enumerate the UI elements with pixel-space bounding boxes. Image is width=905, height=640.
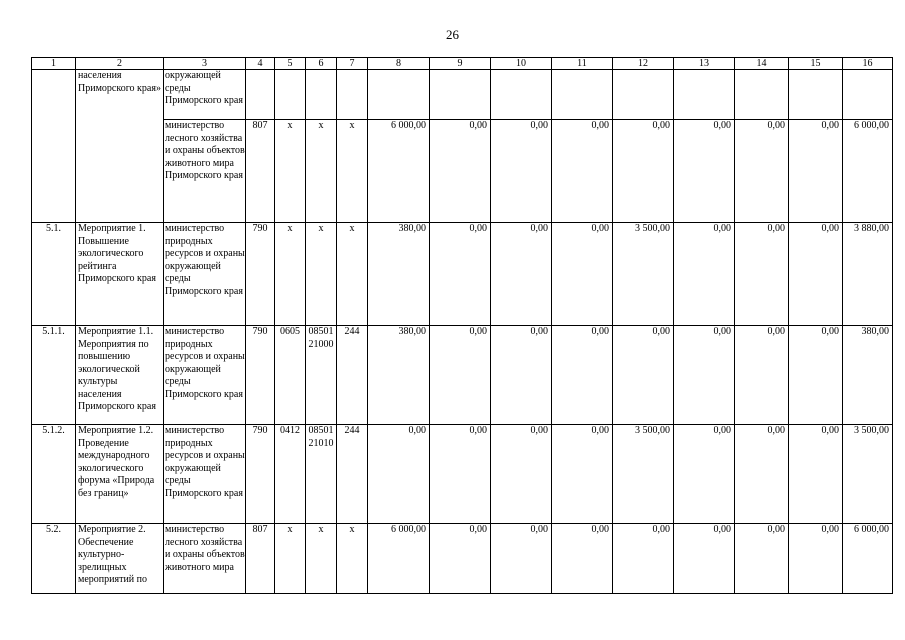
code-cell bbox=[306, 70, 337, 120]
event-name-cell: Мероприятие 1.2. Проведение международного экологического форума «Природа без границ» bbox=[76, 425, 164, 524]
code-cell: 244 bbox=[337, 425, 368, 524]
executor-cell: министерство природных ресурсов и охраны окружающей среды Приморского края bbox=[164, 425, 246, 524]
amount-cell: 380,00 bbox=[368, 326, 430, 425]
amount-cell: 0,00 bbox=[491, 223, 552, 326]
code-cell: 807 bbox=[246, 120, 275, 223]
column-header: 5 bbox=[275, 58, 306, 70]
executor-cell: окружающей среды Приморского края bbox=[164, 70, 246, 120]
column-header: 9 bbox=[430, 58, 491, 70]
column-header: 8 bbox=[368, 58, 430, 70]
amount-cell: 0,00 bbox=[430, 425, 491, 524]
column-header: 15 bbox=[789, 58, 843, 70]
amount-cell: 3 500,00 bbox=[613, 223, 674, 326]
table-row bbox=[32, 223, 893, 326]
code-cell: 807 bbox=[246, 524, 275, 594]
amount-cell: 6 000,00 bbox=[368, 120, 430, 223]
code-cell: 0605 bbox=[275, 326, 306, 425]
amount-cell: 0,00 bbox=[789, 223, 843, 326]
table-row bbox=[32, 70, 893, 120]
column-header: 7 bbox=[337, 58, 368, 70]
row-number-cell: 5.1.1. bbox=[32, 326, 76, 425]
budget-table bbox=[31, 57, 893, 594]
amount-cell: 0,00 bbox=[674, 326, 735, 425]
header-row bbox=[32, 58, 893, 70]
code-cell bbox=[275, 70, 306, 120]
column-header: 6 bbox=[306, 58, 337, 70]
amount-cell bbox=[552, 70, 613, 120]
amount-cell bbox=[789, 70, 843, 120]
column-header: 1 bbox=[32, 58, 76, 70]
event-name-cell: Мероприятие 2. Обеспечение культурно-зрелищных мероприятий по bbox=[76, 524, 164, 594]
code-cell: x bbox=[275, 120, 306, 223]
code-cell: 08501 21000 bbox=[306, 326, 337, 425]
table-row bbox=[32, 524, 893, 594]
amount-cell bbox=[430, 70, 491, 120]
amount-cell: 0,00 bbox=[735, 326, 789, 425]
page-number: 26 bbox=[446, 27, 459, 42]
column-header: 12 bbox=[613, 58, 674, 70]
amount-cell: 0,00 bbox=[789, 425, 843, 524]
amount-cell: 0,00 bbox=[552, 524, 613, 594]
row-number-cell: 5.2. bbox=[32, 524, 76, 594]
amount-cell: 6 000,00 bbox=[368, 524, 430, 594]
row-number-cell: 5.1.2. bbox=[32, 425, 76, 524]
amount-cell bbox=[368, 70, 430, 120]
column-header: 11 bbox=[552, 58, 613, 70]
amount-cell: 0,00 bbox=[430, 120, 491, 223]
code-cell: x bbox=[306, 524, 337, 594]
amount-cell: 0,00 bbox=[430, 223, 491, 326]
executor-cell: министерство лесного хозяйства и охраны объектов животного мира bbox=[164, 524, 246, 594]
code-cell: 0412 bbox=[275, 425, 306, 524]
amount-cell: 0,00 bbox=[491, 120, 552, 223]
executor-cell: министерство природных ресурсов и охраны окружающей среды Приморского края bbox=[164, 223, 246, 326]
code-cell: 790 bbox=[246, 223, 275, 326]
code-cell: 08501 21010 bbox=[306, 425, 337, 524]
table-row bbox=[32, 425, 893, 524]
amount-cell: 0,00 bbox=[789, 120, 843, 223]
event-name-cell: Мероприятие 1.1. Мероприятия по повышению экологической культуры населения Приморского края bbox=[76, 326, 164, 425]
code-cell: x bbox=[306, 120, 337, 223]
amount-cell: 0,00 bbox=[674, 425, 735, 524]
amount-cell: 0,00 bbox=[552, 120, 613, 223]
amount-cell: 0,00 bbox=[735, 223, 789, 326]
code-cell: 244 bbox=[337, 326, 368, 425]
amount-cell: 0,00 bbox=[674, 223, 735, 326]
amount-cell: 0,00 bbox=[491, 425, 552, 524]
amount-cell: 0,00 bbox=[430, 524, 491, 594]
amount-cell: 3 880,00 bbox=[843, 223, 893, 326]
amount-cell: 0,00 bbox=[613, 524, 674, 594]
amount-cell bbox=[735, 70, 789, 120]
column-header: 16 bbox=[843, 58, 893, 70]
amount-cell: 0,00 bbox=[552, 223, 613, 326]
amount-cell: 0,00 bbox=[735, 425, 789, 524]
amount-cell: 0,00 bbox=[491, 326, 552, 425]
code-cell bbox=[246, 70, 275, 120]
code-cell: 790 bbox=[246, 425, 275, 524]
table-row bbox=[32, 326, 893, 425]
code-cell bbox=[337, 70, 368, 120]
executor-cell: министерство природных ресурсов и охраны окружающей среды Приморского края bbox=[164, 326, 246, 425]
code-cell: x bbox=[275, 223, 306, 326]
column-header: 10 bbox=[491, 58, 552, 70]
executor-cell: министерство лесного хозяйства и охраны объектов животного мира Приморского края bbox=[164, 120, 246, 223]
amount-cell: 380,00 bbox=[368, 223, 430, 326]
amount-cell bbox=[491, 70, 552, 120]
row-number-cell: 5.1. bbox=[32, 223, 76, 326]
amount-cell: 0,00 bbox=[674, 120, 735, 223]
column-header: 13 bbox=[674, 58, 735, 70]
amount-cell: 0,00 bbox=[674, 524, 735, 594]
amount-cell: 0,00 bbox=[613, 326, 674, 425]
amount-cell: 0,00 bbox=[613, 120, 674, 223]
code-cell: x bbox=[306, 223, 337, 326]
amount-cell: 0,00 bbox=[789, 326, 843, 425]
amount-cell: 0,00 bbox=[368, 425, 430, 524]
column-header: 3 bbox=[164, 58, 246, 70]
event-name-cell: Мероприятие 1. Повышение экологического рейтинга Приморского края bbox=[76, 223, 164, 326]
code-cell: 790 bbox=[246, 326, 275, 425]
amount-cell: 380,00 bbox=[843, 326, 893, 425]
amount-cell bbox=[613, 70, 674, 120]
column-header: 2 bbox=[76, 58, 164, 70]
amount-cell: 0,00 bbox=[552, 326, 613, 425]
amount-cell bbox=[843, 70, 893, 120]
amount-cell: 0,00 bbox=[430, 326, 491, 425]
amount-cell: 0,00 bbox=[552, 425, 613, 524]
row-number-cell bbox=[32, 70, 76, 223]
amount-cell: 3 500,00 bbox=[613, 425, 674, 524]
amount-cell: 0,00 bbox=[789, 524, 843, 594]
code-cell: x bbox=[275, 524, 306, 594]
code-cell: x bbox=[337, 524, 368, 594]
amount-cell: 0,00 bbox=[735, 120, 789, 223]
column-header: 4 bbox=[246, 58, 275, 70]
code-cell: x bbox=[337, 120, 368, 223]
amount-cell: 6 000,00 bbox=[843, 524, 893, 594]
amount-cell: 3 500,00 bbox=[843, 425, 893, 524]
column-header: 14 bbox=[735, 58, 789, 70]
event-name-cell: населения Приморского края» bbox=[76, 70, 164, 223]
code-cell: x bbox=[337, 223, 368, 326]
amount-cell: 0,00 bbox=[735, 524, 789, 594]
amount-cell: 6 000,00 bbox=[843, 120, 893, 223]
amount-cell bbox=[674, 70, 735, 120]
amount-cell: 0,00 bbox=[491, 524, 552, 594]
